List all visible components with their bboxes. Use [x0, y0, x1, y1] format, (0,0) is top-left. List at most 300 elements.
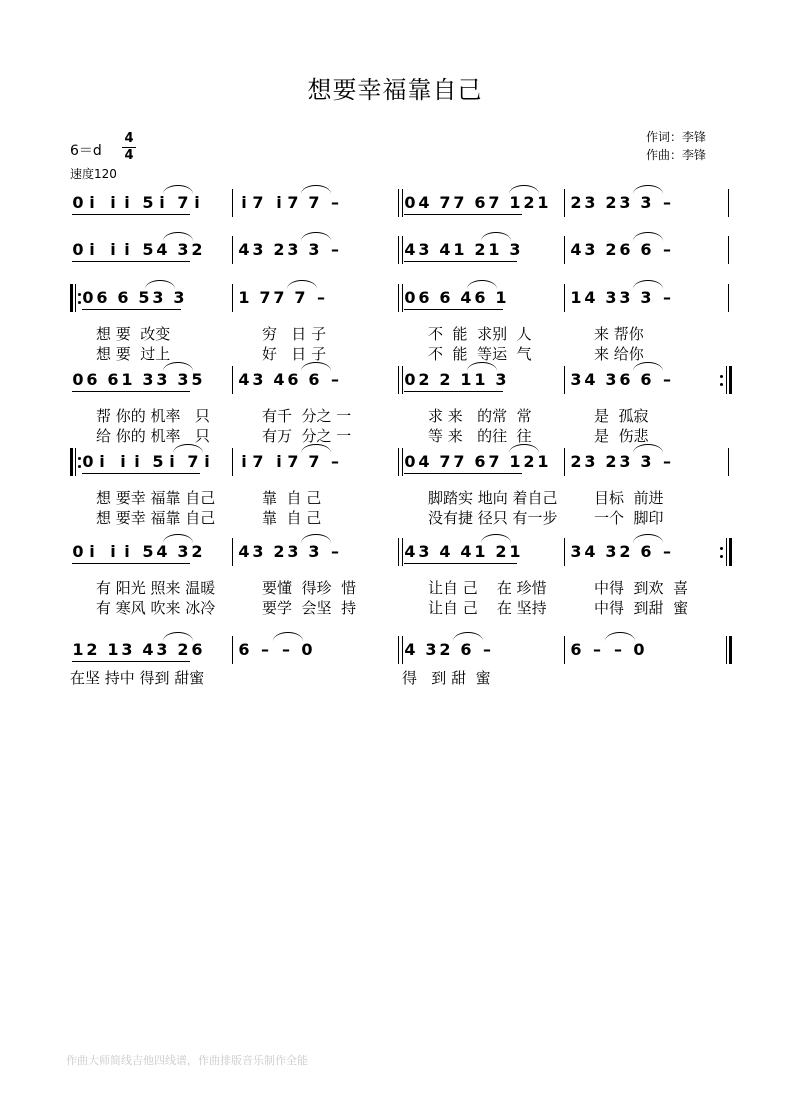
score-note: 7: [187, 452, 199, 471]
dash-sustain: –: [663, 288, 671, 307]
score-note: 1: [107, 640, 119, 659]
score-note: 2: [418, 370, 430, 389]
score-note: 3: [640, 452, 652, 471]
score-note: 4: [439, 240, 451, 259]
score-note: 0: [72, 542, 84, 561]
beam-underline: [72, 661, 190, 662]
score-note: 1: [537, 193, 549, 212]
slur-arc: [163, 534, 193, 543]
score-note: i: [110, 193, 116, 212]
score-note: 0: [404, 193, 416, 212]
score-note: 4: [460, 542, 472, 561]
barline: [402, 538, 403, 566]
lyric-segment: 求 来 的常 常: [428, 407, 532, 425]
score-note: 3: [252, 370, 264, 389]
score-note: 0: [82, 452, 94, 471]
beam-underline: [404, 391, 503, 392]
slur-arc: [273, 632, 303, 641]
repeat-start-dots: [78, 290, 81, 306]
barline: [728, 448, 729, 476]
score-note: 4: [156, 240, 168, 259]
score-note: 2: [619, 542, 631, 561]
score-note: 4: [156, 542, 168, 561]
score-note: 4: [439, 542, 451, 561]
lyric-segment: 好 日 子: [262, 345, 327, 363]
lyric-segment: 中得 到欢 喜: [594, 579, 689, 597]
score-note: 3: [640, 193, 652, 212]
score-note: 1: [474, 542, 486, 561]
time-signature-top: 4: [122, 131, 136, 148]
lyric-segment: 不 能 求别 人: [428, 325, 532, 343]
score-note: 3: [156, 370, 168, 389]
score-note: 0: [404, 452, 416, 471]
beam-underline: [72, 214, 190, 215]
score-note: 5: [138, 288, 150, 307]
score-system: [0, 630, 790, 670]
slur-arc: [509, 444, 539, 453]
barline: [402, 636, 403, 664]
repeat-start-barline-thin: [75, 448, 76, 476]
barline: [564, 538, 565, 566]
lyric-segment: 穷 日 子: [262, 325, 327, 343]
lyric-segment: 脚踏实 地向 着自己: [428, 489, 558, 507]
score-note: 5: [152, 452, 164, 471]
score-note: 1: [537, 452, 549, 471]
final-barline: [729, 636, 732, 664]
score-note: 4: [404, 240, 416, 259]
score-note: i: [99, 452, 105, 471]
score-note: 2: [570, 452, 582, 471]
beam-underline: [404, 309, 503, 310]
slur-arc: [301, 534, 331, 543]
barline: [564, 448, 565, 476]
lyric-segment: 想 要幸 福靠 自己: [96, 489, 216, 507]
lyric-line: [0, 406, 790, 426]
slur-arc: [163, 232, 193, 241]
score-note: 7: [488, 193, 500, 212]
barline: [398, 448, 399, 476]
score-note: 2: [474, 240, 486, 259]
score-note: 3: [584, 452, 596, 471]
score-note: i: [89, 542, 95, 561]
barline: [398, 284, 399, 312]
slur-arc: [145, 280, 175, 289]
barline: [564, 189, 565, 217]
score-note: i: [241, 193, 247, 212]
score-note: i: [159, 193, 165, 212]
lyric-segment: 得 到 甜 蜜: [402, 669, 491, 687]
barline: [402, 189, 403, 217]
beam-underline: [404, 214, 522, 215]
score-note: 3: [509, 240, 521, 259]
score-note: 4: [418, 452, 430, 471]
beam-underline: [404, 473, 522, 474]
score-note: 5: [142, 193, 154, 212]
score-note: i: [110, 542, 116, 561]
beam-underline: [72, 391, 190, 392]
lyric-segment: 给 你的 机率 只: [96, 427, 210, 445]
score-note: 6: [238, 640, 250, 659]
score-note: 6: [117, 288, 129, 307]
score-note: 1: [509, 542, 521, 561]
slur-arc: [173, 444, 203, 453]
score-note: 6: [418, 288, 430, 307]
score-note: 3: [619, 288, 631, 307]
score-note: 6: [474, 452, 486, 471]
lyric-segment: 有 阳光 照来 温暖: [96, 579, 216, 597]
lyric-segment: 来 帮你: [594, 325, 644, 343]
barline: [232, 448, 233, 476]
slur-arc: [633, 534, 663, 543]
score-note: 3: [177, 370, 189, 389]
lyric-segment: 没有捷 径只 有一步: [428, 509, 558, 527]
score-note: 7: [294, 288, 306, 307]
score-note: 3: [425, 640, 437, 659]
lyric-line: [0, 578, 790, 598]
score-note: 6: [474, 288, 486, 307]
repeat-end-dots: [720, 372, 723, 388]
slur-arc: [301, 362, 331, 371]
barline: [232, 538, 233, 566]
score-note: 7: [252, 452, 264, 471]
repeat-start-barline-thin: [75, 284, 76, 312]
lyric-line: [0, 324, 790, 344]
score-note: 1: [509, 452, 521, 471]
lyric-segment: 靠 自 己: [262, 509, 322, 527]
score-note: i: [204, 452, 210, 471]
score-note: 3: [640, 288, 652, 307]
score-note: i: [194, 193, 200, 212]
lyric-line: [0, 508, 790, 528]
score-note: 6: [460, 640, 472, 659]
score-note: 2: [523, 452, 535, 471]
score-note: i: [241, 452, 247, 471]
score-note: 6: [640, 542, 652, 561]
slur-arc: [301, 185, 331, 194]
lyric-segment: 是 孤寂: [594, 407, 649, 425]
score-note: 1: [474, 370, 486, 389]
lyric-segment: 来 给你: [594, 345, 644, 363]
song-title: 想要幸福靠自己: [307, 76, 483, 104]
dash-sustain: –: [663, 193, 671, 212]
time-signature-bottom: 4: [124, 148, 134, 163]
barline: [398, 538, 399, 566]
score-note: 6: [474, 193, 486, 212]
score-note: 6: [86, 370, 98, 389]
score-note: 3: [619, 193, 631, 212]
score-note: 6: [96, 288, 108, 307]
dash-sustain: –: [331, 370, 339, 389]
footer-watermark: 作曲大师简线吉他四线谱，作曲排版音乐制作全能: [66, 1054, 308, 1067]
dash-sustain: –: [331, 240, 339, 259]
barline: [398, 636, 399, 664]
score-note: i: [89, 193, 95, 212]
score-note: 0: [72, 193, 84, 212]
barline: [398, 236, 399, 264]
score-note: 7: [308, 452, 320, 471]
composer-credit: 作曲：李锋: [646, 148, 707, 162]
slur-arc: [301, 444, 331, 453]
score-note: 5: [142, 542, 154, 561]
dash-sustain: –: [483, 640, 491, 659]
lyric-segment: 想 要 改变: [96, 325, 171, 343]
dash-sustain: –: [261, 640, 269, 659]
barline: [232, 236, 233, 264]
lyric-segment: 想 要幸 福靠 自己: [96, 509, 216, 527]
score-note: 4: [570, 240, 582, 259]
score-note: 1: [72, 640, 84, 659]
slur-arc: [467, 362, 497, 371]
score-note: i: [134, 452, 140, 471]
score-note: 4: [142, 640, 154, 659]
score-note: i: [110, 240, 116, 259]
score-note: 4: [238, 542, 250, 561]
score-note: 3: [287, 240, 299, 259]
score-note: i: [89, 240, 95, 259]
beam-underline: [404, 563, 517, 564]
score-note: 3: [308, 240, 320, 259]
slur-arc: [163, 185, 193, 194]
score-note: 7: [308, 193, 320, 212]
score-note: 0: [404, 288, 416, 307]
score-note: 2: [605, 452, 617, 471]
score-note: 6: [640, 240, 652, 259]
score-note: 3: [156, 640, 168, 659]
slur-arc: [605, 632, 635, 641]
slur-arc: [633, 362, 663, 371]
score-note: 2: [439, 640, 451, 659]
lyric-segment: 等 来 的往 往: [428, 427, 532, 445]
score-note: 6: [439, 288, 451, 307]
score-note: i: [124, 240, 130, 259]
repeat-start-dots: [78, 454, 81, 470]
slur-arc: [633, 185, 663, 194]
score-note: 7: [287, 452, 299, 471]
score-note: 0: [72, 240, 84, 259]
score-note: 2: [439, 370, 451, 389]
score-note: 6: [287, 370, 299, 389]
lyric-line: [0, 668, 790, 688]
lyric-segment: 不 能 等运 气: [428, 345, 532, 363]
score-note: 2: [191, 240, 203, 259]
lyric-segment: 在坚 持中 得到 甜蜜: [70, 669, 205, 687]
score-note: 3: [152, 288, 164, 307]
lyric-segment: 想 要 过上: [96, 345, 171, 363]
barline: [232, 366, 233, 394]
score-note: 7: [252, 193, 264, 212]
repeat-end-barline: [729, 538, 732, 566]
slur-arc: [633, 232, 663, 241]
score-note: i: [276, 193, 282, 212]
score-note: 1: [570, 288, 582, 307]
slur-arc: [163, 632, 193, 641]
score-note: 3: [584, 240, 596, 259]
lyric-segment: 有千 分之 一: [262, 407, 352, 425]
dash-sustain: –: [282, 640, 290, 659]
lyric-segment: 有 寒风 吹来 冰冷: [96, 599, 216, 617]
barline: [232, 636, 233, 664]
dash-sustain: –: [663, 452, 671, 471]
score-note: 2: [191, 542, 203, 561]
barline: [564, 284, 565, 312]
beam-underline: [82, 473, 200, 474]
score-note: 3: [605, 288, 617, 307]
score-note: 3: [177, 240, 189, 259]
score-note: 7: [177, 193, 189, 212]
barline: [398, 366, 399, 394]
score-note: 0: [301, 640, 313, 659]
barline: [564, 236, 565, 264]
score-note: 2: [523, 193, 535, 212]
score-note: 4: [584, 370, 596, 389]
repeat-end-barline-thin: [726, 538, 727, 566]
repeat-start-barline: [70, 448, 73, 476]
dash-sustain: –: [331, 193, 339, 212]
score-note: 0: [404, 370, 416, 389]
score-note: 2: [495, 542, 507, 561]
beam-underline: [72, 261, 190, 262]
lyric-segment: 有万 分之 一: [262, 427, 352, 445]
dash-sustain: –: [317, 288, 325, 307]
key-signature: 6＝d: [70, 143, 102, 159]
final-barline-thin: [726, 636, 727, 664]
score-note: 3: [605, 542, 617, 561]
time-signature: [122, 131, 136, 163]
score-note: 2: [570, 193, 582, 212]
score-note: 7: [273, 288, 285, 307]
score-note: 3: [252, 542, 264, 561]
barline: [402, 284, 403, 312]
slur-arc: [633, 444, 663, 453]
beam-underline: [82, 309, 181, 310]
score-note: 4: [238, 240, 250, 259]
score-note: 6: [570, 640, 582, 659]
slur-arc: [301, 232, 331, 241]
lyric-segment: 要学 会坚 持: [262, 599, 357, 617]
slur-arc: [287, 280, 317, 289]
score-note: 4: [404, 542, 416, 561]
score-note: i: [124, 542, 130, 561]
repeat-start-barline: [70, 284, 73, 312]
score-note: 7: [439, 193, 451, 212]
score-note: 1: [460, 370, 472, 389]
score-note: 3: [173, 288, 185, 307]
score-note: 2: [86, 640, 98, 659]
score-note: 4: [404, 640, 416, 659]
score-note: 1: [495, 288, 507, 307]
tempo-marking: 速度120: [70, 167, 117, 181]
slur-arc: [633, 280, 663, 289]
score-note: 7: [453, 452, 465, 471]
lyric-segment: 中得 到甜 蜜: [594, 599, 689, 617]
slur-arc: [163, 362, 193, 371]
barline: [728, 236, 729, 264]
dash-sustain: –: [593, 640, 601, 659]
dash-sustain: –: [663, 370, 671, 389]
score-note: 3: [177, 542, 189, 561]
lyric-segment: 帮 你的 机率 只: [96, 407, 210, 425]
lyricist-credit: 作词：李锋: [646, 130, 707, 144]
score-note: 3: [495, 370, 507, 389]
score-note: 6: [619, 240, 631, 259]
score-note: 2: [177, 640, 189, 659]
lyric-segment: 是 伤悲: [594, 427, 649, 445]
score-note: 7: [259, 288, 271, 307]
slur-arc: [481, 534, 511, 543]
score-note: 6: [308, 370, 320, 389]
score-note: 7: [453, 193, 465, 212]
score-system: [0, 360, 790, 400]
lyric-segment: 靠 自 己: [262, 489, 322, 507]
score-system: [0, 230, 790, 270]
repeat-end-dots: [720, 544, 723, 560]
score-note: 2: [605, 240, 617, 259]
barline: [402, 448, 403, 476]
lyric-segment: 让自 己 在 珍惜: [428, 579, 547, 597]
score-note: i: [169, 452, 175, 471]
score-note: 3: [287, 542, 299, 561]
score-note: 5: [142, 240, 154, 259]
score-note: 4: [584, 542, 596, 561]
score-note: 1: [453, 240, 465, 259]
barline: [564, 366, 565, 394]
barline: [728, 284, 729, 312]
barline: [232, 284, 233, 312]
score-note: 3: [418, 240, 430, 259]
score-note: 2: [273, 240, 285, 259]
beam-underline: [72, 563, 190, 564]
score-note: 7: [488, 452, 500, 471]
lyric-segment: 让自 己 在 坚持: [428, 599, 547, 617]
lyric-segment: 目标 前进: [594, 489, 664, 507]
score-note: 3: [308, 542, 320, 561]
score-note: 3: [252, 240, 264, 259]
lyric-segment: 一个 脚印: [594, 509, 664, 527]
barline: [398, 189, 399, 217]
slur-arc: [481, 232, 511, 241]
score-note: 0: [633, 640, 645, 659]
barline: [564, 636, 565, 664]
repeat-end-barline-thin: [726, 366, 727, 394]
repeat-end-barline: [729, 366, 732, 394]
score-note: 3: [142, 370, 154, 389]
barline: [402, 236, 403, 264]
dash-sustain: –: [663, 240, 671, 259]
score-note: 7: [439, 452, 451, 471]
score-system: [0, 532, 790, 572]
dash-sustain: –: [614, 640, 622, 659]
score-system: [0, 442, 790, 482]
score-system: [0, 278, 790, 318]
lyric-line: [0, 488, 790, 508]
score-note: 2: [605, 193, 617, 212]
score-note: 3: [619, 452, 631, 471]
dash-sustain: –: [331, 542, 339, 561]
barline: [728, 189, 729, 217]
score-note: 1: [488, 240, 500, 259]
score-note: i: [276, 452, 282, 471]
credits: [646, 128, 706, 164]
score-note: 4: [460, 288, 472, 307]
score-note: 6: [107, 370, 119, 389]
score-note: 4: [273, 370, 285, 389]
dash-sustain: –: [663, 542, 671, 561]
score-note: 6: [640, 370, 652, 389]
score-note: 0: [82, 288, 94, 307]
score-note: 4: [238, 370, 250, 389]
lyric-segment: 要懂 得珍 惜: [262, 579, 357, 597]
score-note: 4: [418, 193, 430, 212]
